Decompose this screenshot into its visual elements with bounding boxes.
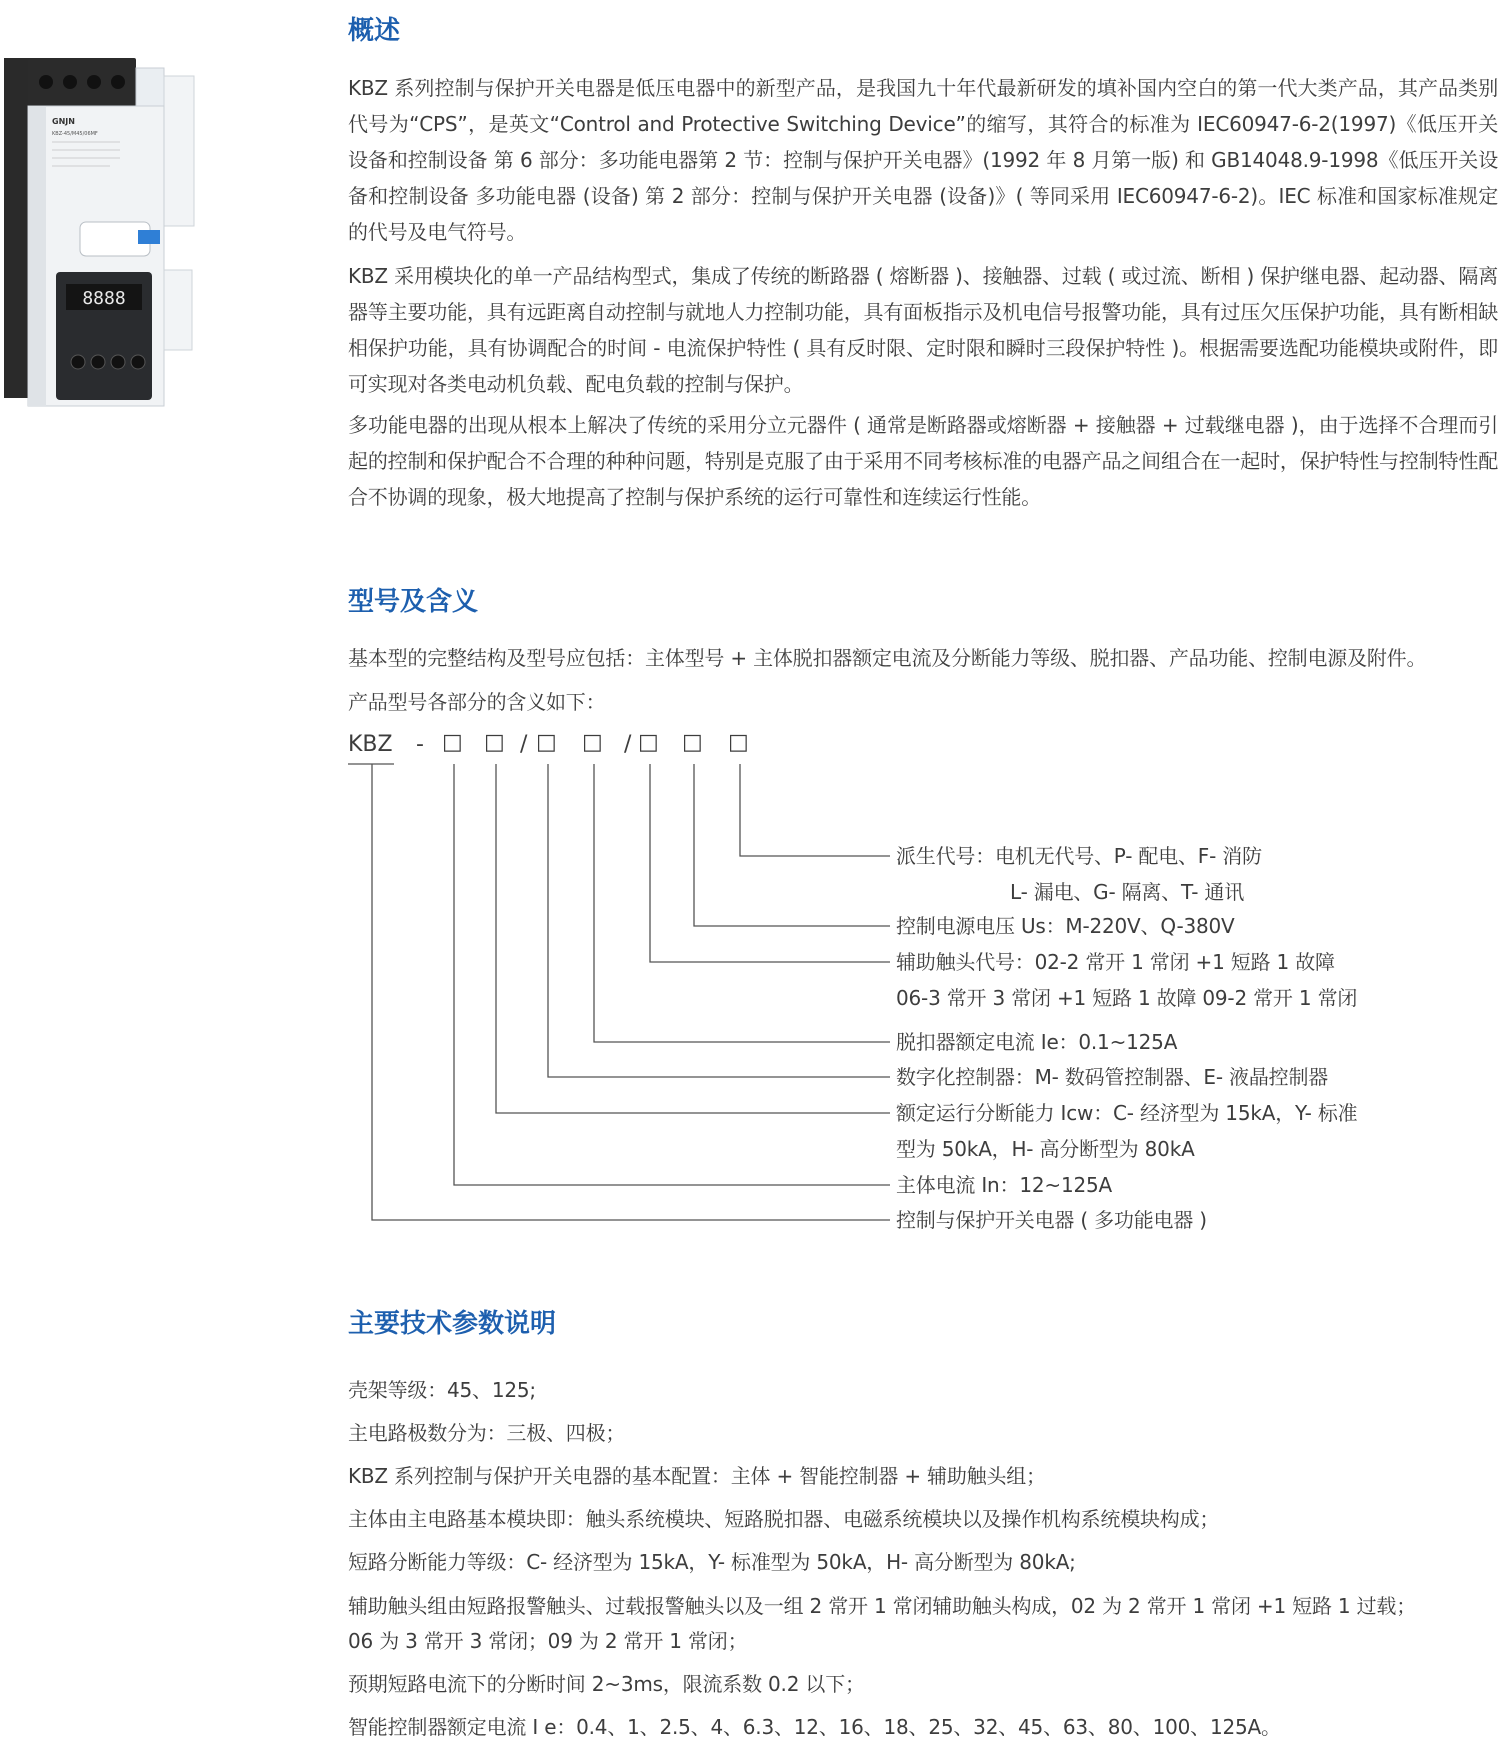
code-box-7: □ <box>728 730 749 755</box>
connector-3 <box>496 764 890 1113</box>
panel-button <box>111 355 125 369</box>
label-control-voltage: 控制电源电压 Us：M-220V、Q-380V <box>896 914 1235 938</box>
body-side <box>28 106 46 406</box>
tech-line-5: 短路分断能力等级：C- 经济型为 15kA，Y- 标准型为 50kA，H- 高分断型为 80kA; <box>348 1550 1076 1574</box>
handle-indicator <box>138 230 160 244</box>
terminal-screw <box>39 75 53 89</box>
code-dash: - <box>416 732 424 757</box>
tech-line-1: 壳架等级：45、125; <box>348 1378 536 1402</box>
tech-line-9: 智能控制器额定电流 I e：0.4、1、2.5、4、6.3、12、16、18、25、32、45、63、80、100、125A。 <box>348 1715 1281 1739</box>
code-box-6: □ <box>682 730 703 755</box>
panel-button <box>131 355 145 369</box>
label-derivative-code: 派生代号：电机无代号、P- 配电、F- 消防 <box>896 844 1262 868</box>
connector-7 <box>694 764 890 926</box>
label-device-type: 控制与保护开关电器 ( 多功能电器 ) <box>896 1208 1207 1232</box>
tech-line-2: 主电路极数分为：三极、四极； <box>348 1421 626 1445</box>
model-intro-1: 基本型的完整结构及型号应包括：主体型号 + 主体脱扣器额定电流及分断能力等级、脱扣器、产品功能、控制电源及附件。 <box>348 646 1427 670</box>
panel-button <box>91 355 105 369</box>
label-main-current: 主体电流 In：12~125A <box>896 1173 1112 1197</box>
model-intro-2: 产品型号各部分的含义如下： <box>348 690 606 714</box>
code-slash-2: / <box>624 732 632 757</box>
aux-module-right <box>164 76 194 226</box>
tech-line-8: 预期短路电流下的分断时间 2~3ms，限流系数 0.2 以下； <box>348 1672 865 1696</box>
overview-title: 概述 <box>348 16 401 46</box>
overview-paragraph-3: 多功能电器的出现从根本上解决了传统的采用分立元器件 ( 通常是断路器或熔断器 + 接触器 + 过载继电器 )，由于选择不合理而引起的控制和保护配合不合理的种种问题，特别是克服了由于采用不同考核标准的电器产品之间组合在一起时，保护特性与控制特性配合不协调的现象，极大地提高了控制与保护系统的运行可靠性和连续运行性能。 <box>348 413 1498 509</box>
terminal-screw <box>87 75 101 89</box>
label-aux-contact-2: 06-3 常开 3 常闭 +1 短路 1 故障 09-2 常开 1 常闭 <box>896 986 1358 1010</box>
connector-8 <box>740 764 890 856</box>
tech-line-4: 主体由主电路基本模块即：触头系统模块、短路脱扣器、电磁系统模块以及操作机构系统模块构成； <box>348 1507 1220 1531</box>
display-digits: 8888 <box>82 288 126 309</box>
code-slash-1: / <box>520 732 528 757</box>
code-prefix: KBZ <box>348 732 393 757</box>
label-breaking-capacity: 额定运行分断能力 Icw：C- 经济型为 15kA，Y- 标准 <box>896 1101 1358 1125</box>
code-box-1: □ <box>442 730 463 755</box>
code-box-5: □ <box>638 730 659 755</box>
model-code-diagram <box>348 722 1500 1242</box>
lower-aux-module <box>164 270 192 350</box>
terminal-screw <box>63 75 77 89</box>
model-text: KBZ-45/M45/06MF <box>52 131 98 137</box>
connector-4 <box>548 764 890 1077</box>
label-derivative-code-2: L- 漏电、G- 隔离、T- 通讯 <box>1010 880 1244 904</box>
label-breaking-capacity-2: 型为 50kA，H- 高分断型为 80kA <box>896 1137 1195 1161</box>
connector-lines <box>348 722 908 1242</box>
label-aux-contact: 辅助触头代号：02-2 常开 1 常闭 +1 短路 1 故障 <box>896 950 1335 974</box>
code-box-3: □ <box>536 730 557 755</box>
tech-line-3: KBZ 系列控制与保护开关电器的基本配置：主体 + 智能控制器 + 辅助触头组； <box>348 1464 1046 1488</box>
code-box-4: □ <box>582 730 603 755</box>
connector-2 <box>454 764 890 1185</box>
brand-text: GNJN <box>52 117 75 126</box>
connector-5 <box>594 764 890 1042</box>
code-box-2: □ <box>484 730 505 755</box>
connector-6 <box>650 764 890 962</box>
overview-paragraph-1: KBZ 系列控制与保护开关电器是低压电器中的新型产品，是我国九十年代最新研发的填补国内空白的第一代大类产品，其产品类别代号为“CPS”，是英文“Control and Protective Switching Device”的缩写，其符合的标准为 IEC60947-6-2(1997)《低压开关设备和控制设备 第 6 部分：多功能电器第 2 节：控制与保护开关电器》(1992 年 8 月第一版) 和 GB14048.9-1998《低压开关设备和控制设备 多功能电器 (设备) 第 2 部分：控制与保护开关电器 (设备)》( 等同采用 IEC60947-6-2)。IEC 标准和国家标准规定的代号及电气符号。 <box>348 76 1499 244</box>
terminal-screw <box>111 75 125 89</box>
model-title: 型号及含义 <box>348 587 479 617</box>
label-trip-current: 脱扣器额定电流 Ie：0.1~125A <box>896 1030 1178 1054</box>
overview-paragraph-2: KBZ 采用模块化的单一产品结构型式，集成了传统的断路器 ( 熔断器 )、接触器、过载 ( 或过流、断相 ) 保护继电器、起动器、隔离器等主要功能，具有远距离自动控制与就地人力控制功能，具有面板指示及机电信号报警功能，具有过压欠压保护功能，具有断相缺相保护功能，具有协调配合的时间 - 电流保护特性 ( 具有反时限、定时限和瞬时三段保护特性 )。根据需要选配功能模块或附件，即可实现对各类电动机负载、配电负载的控制与保护。 <box>348 264 1498 396</box>
tech-title: 主要技术参数说明 <box>348 1309 557 1339</box>
tech-line-6: 辅助触头组由短路报警触头、过载报警触头以及一组 2 常开 1 常闭辅助触头构成，02 为 2 常开 1 常闭 +1 短路 1 过载； <box>348 1594 1417 1618</box>
panel-button <box>71 355 85 369</box>
tech-line-7: 06 为 3 常开 3 常闭；09 为 2 常开 1 常闭； <box>348 1629 748 1653</box>
connector-1 <box>372 764 890 1220</box>
label-digital-controller: 数字化控制器：M- 数码管控制器、E- 液晶控制器 <box>896 1065 1329 1089</box>
product-image <box>0 40 210 440</box>
